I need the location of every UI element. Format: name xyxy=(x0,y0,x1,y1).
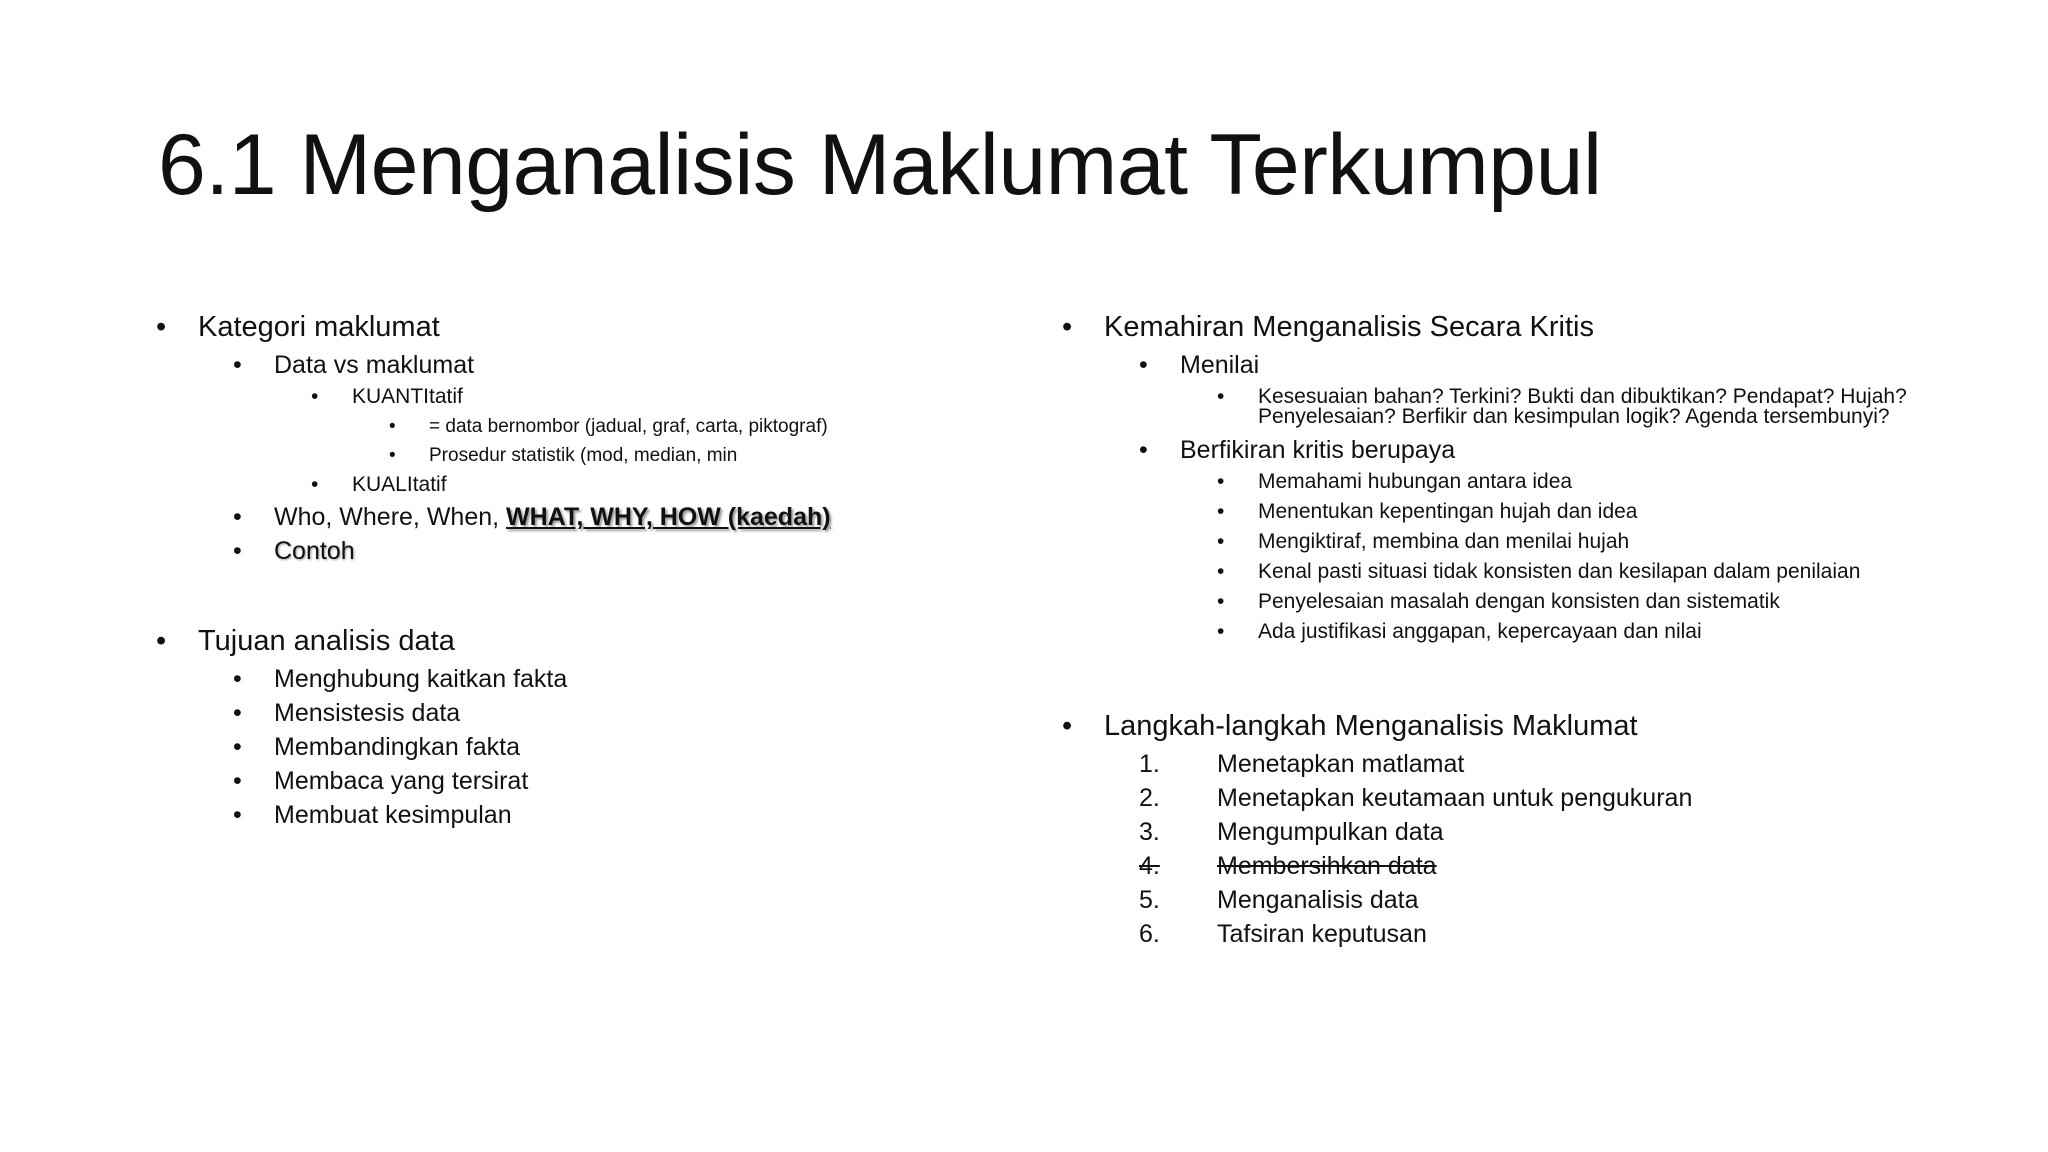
bullet-icon: • xyxy=(1062,311,1073,343)
step-item-struck xyxy=(1062,849,2022,883)
bullet-icon: • xyxy=(1217,530,1225,553)
bullet-icon: • xyxy=(233,699,242,727)
bullet-text: Kesesuaian bahan? Terkini? Bukti dan dibuktikan? Pendapat? Hujah? Penyelesaian? Berfikir dan kesimpulan logik? Agenda tersembunyi? xyxy=(1258,385,1907,428)
bullet-text: Kemahiran Menganalisis Secara Kritis xyxy=(1104,311,1594,343)
bullet-berfikiran-kritis xyxy=(1062,433,2022,467)
bullet-berfikiran-item xyxy=(1062,587,2022,617)
bullet-langkah-langkah xyxy=(1062,705,2022,747)
bullet-text: Menilai xyxy=(1180,351,1260,379)
bullet-icon: • xyxy=(389,416,396,437)
bullet-icon: • xyxy=(1217,385,1225,408)
step-number: 4. xyxy=(1139,852,1160,880)
bullet-text: Mengiktiraf, membina dan menilai hujah xyxy=(1258,530,1630,553)
bullet-prosedur-statistik xyxy=(156,441,1036,470)
emphasis-what-why-how: WHAT, WHY, HOW (kaedah) xyxy=(506,503,831,531)
step-number: 5. xyxy=(1139,886,1160,914)
bullet-tujuan-item xyxy=(156,764,1036,798)
bullet-text: Menghubung kaitkan fakta xyxy=(274,665,568,693)
bullet-text: Contoh xyxy=(274,537,355,565)
step-text: Membersihkan data xyxy=(1217,852,1437,880)
bullet-tujuan-item xyxy=(156,798,1036,832)
bullet-icon: • xyxy=(1217,500,1225,523)
bullet-tujuan-analisis xyxy=(156,620,1036,662)
bullet-data-bernombor xyxy=(156,412,1036,441)
bullet-text: Tujuan analisis data xyxy=(198,625,455,657)
bullet-text: Who, Where, When, xyxy=(274,503,507,531)
bullet-icon: • xyxy=(311,473,319,496)
step-number: 3. xyxy=(1139,818,1160,846)
bullet-text: Penyelesaian masalah dengan konsisten dan sistematik xyxy=(1258,590,1780,613)
bullet-text: Data vs maklumat xyxy=(274,351,475,379)
left-column xyxy=(156,306,1036,832)
bullet-text: Langkah-langkah Menganalisis Maklumat xyxy=(1104,710,1638,742)
bullet-icon: • xyxy=(233,767,242,795)
step-text: Mengumpulkan data xyxy=(1217,818,1444,846)
bullet-text: KUANTItatif xyxy=(352,385,463,408)
step-item xyxy=(1062,781,2022,815)
step-number: 1. xyxy=(1139,750,1160,778)
bullet-icon: • xyxy=(311,385,319,408)
bullet-berfikiran-item xyxy=(1062,557,2022,587)
bullet-contoh xyxy=(156,534,1036,568)
bullet-kuantitatif xyxy=(156,382,1036,412)
bullet-text: Berfikiran kritis berupaya xyxy=(1180,436,1456,464)
bullet-icon: • xyxy=(233,665,242,693)
bullet-menilai xyxy=(1062,348,2022,382)
bullet-kemahiran xyxy=(1062,306,2022,348)
slide-title: 6.1 Menganalisis Maklumat Terkumpul xyxy=(158,117,1602,213)
bullet-kategori-maklumat xyxy=(156,306,1036,348)
bullet-icon: • xyxy=(1217,560,1225,583)
step-number: 2. xyxy=(1139,784,1160,812)
bullet-icon: • xyxy=(1217,590,1225,613)
bullet-icon: • xyxy=(156,625,167,657)
bullet-icon: • xyxy=(233,733,242,761)
bullet-icon: • xyxy=(389,445,396,466)
bullet-berfikiran-item xyxy=(1062,497,2022,527)
bullet-icon: • xyxy=(233,351,242,379)
bullet-tujuan-item xyxy=(156,662,1036,696)
step-item xyxy=(1062,917,2022,951)
bullet-text: Membuat kesimpulan xyxy=(274,801,512,829)
bullet-text: Mensistesis data xyxy=(274,699,461,727)
step-item xyxy=(1062,883,2022,917)
step-text: Menetapkan keutamaan untuk pengukuran xyxy=(1217,784,1693,812)
bullet-icon: • xyxy=(233,537,242,565)
bullet-icon: • xyxy=(156,311,167,343)
bullet-icon: • xyxy=(1062,710,1073,742)
step-text: Menganalisis data xyxy=(1217,886,1419,914)
bullet-berfikiran-item xyxy=(1062,527,2022,557)
bullet-icon: • xyxy=(233,503,242,531)
bullet-text: Memahami hubungan antara idea xyxy=(1258,470,1573,493)
step-item xyxy=(1062,815,2022,849)
bullet-text: Prosedur statistik (mod, median, min xyxy=(429,445,738,466)
bullet-icon: • xyxy=(1217,620,1225,643)
bullet-icon: • xyxy=(1139,351,1148,379)
bullet-text: Kategori maklumat xyxy=(198,311,440,343)
bullet-who-where-when xyxy=(156,500,1036,534)
bullet-text: Membandingkan fakta xyxy=(274,733,520,761)
bullet-icon: • xyxy=(233,801,242,829)
bullet-text: = data bernombor (jadual, graf, carta, piktograf) xyxy=(429,416,828,437)
bullet-menilai-text xyxy=(1062,382,1918,433)
bullet-data-vs-maklumat xyxy=(156,348,1036,382)
bullet-berfikiran-item xyxy=(1062,467,2022,497)
bullet-berfikiran-item xyxy=(1062,617,2022,647)
step-number: 6. xyxy=(1139,920,1160,948)
bullet-tujuan-item xyxy=(156,730,1036,764)
step-text: Menetapkan matlamat xyxy=(1217,750,1465,778)
bullet-text: Menentukan kepentingan hujah dan idea xyxy=(1258,500,1638,523)
step-text: Tafsiran keputusan xyxy=(1217,920,1427,948)
bullet-text: Kenal pasti situasi tidak konsisten dan kesilapan dalam penilaian xyxy=(1258,560,1861,583)
bullet-text: KUALItatif xyxy=(352,473,447,496)
bullet-icon: • xyxy=(1217,470,1225,493)
bullet-icon: • xyxy=(1139,436,1148,464)
step-item xyxy=(1062,747,2022,781)
bullet-text: Membaca yang tersirat xyxy=(274,767,529,795)
bullet-text: Ada justifikasi anggapan, kepercayaan dan nilai xyxy=(1258,620,1702,643)
right-column xyxy=(1062,306,2022,951)
bullet-kualitatif xyxy=(156,470,1036,500)
bullet-tujuan-item xyxy=(156,696,1036,730)
